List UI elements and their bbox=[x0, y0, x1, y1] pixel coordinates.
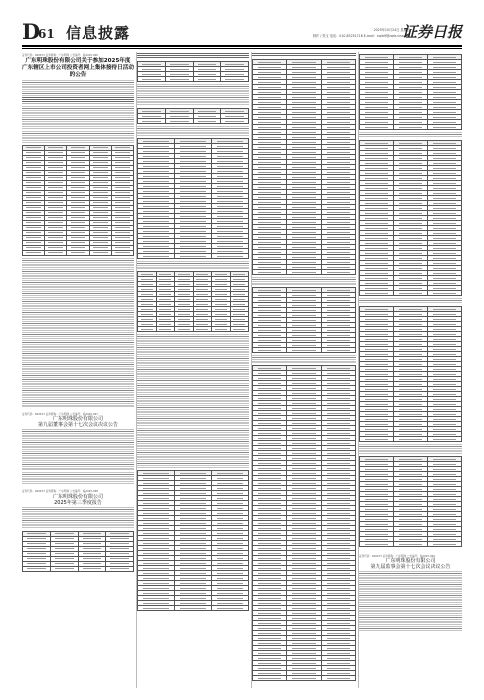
body-text bbox=[137, 428, 249, 468]
announcement-header bbox=[22, 490, 134, 505]
table-cell bbox=[360, 125, 394, 130]
body-text bbox=[22, 429, 134, 471]
table-cell bbox=[212, 606, 249, 611]
announcement-title: 第九届董事会第十七次会议决议公告 bbox=[37, 422, 118, 429]
body-text bbox=[252, 53, 356, 57]
table-cell bbox=[175, 606, 212, 611]
table-row bbox=[253, 270, 356, 275]
table-cell bbox=[138, 77, 166, 82]
announcement-meta: 证券代码：600673 证券简称：广东明珠 公告编号：临2025-099 bbox=[359, 555, 435, 558]
table-cell bbox=[428, 437, 462, 442]
table-row bbox=[138, 606, 249, 611]
body-text bbox=[359, 444, 462, 454]
table-cell bbox=[23, 566, 51, 571]
data-table bbox=[137, 108, 249, 124]
data-table bbox=[137, 61, 249, 82]
table-cell bbox=[428, 291, 462, 296]
financial-table bbox=[22, 145, 134, 256]
table-cell bbox=[165, 119, 193, 124]
masthead-logo: 证券日报 bbox=[401, 23, 462, 41]
table-cell bbox=[428, 125, 462, 130]
company-name: 广东明珠股份有限公司 bbox=[52, 416, 103, 423]
table-cell bbox=[50, 566, 78, 571]
table-cell bbox=[221, 77, 249, 82]
body-text bbox=[22, 106, 134, 130]
header-rule-thin bbox=[22, 48, 462, 49]
body-text bbox=[22, 258, 134, 298]
table-cell bbox=[287, 676, 321, 681]
table-cell bbox=[67, 250, 89, 255]
data-table bbox=[137, 138, 249, 259]
body-text bbox=[22, 131, 134, 143]
table-row bbox=[253, 348, 356, 353]
page-letter: D bbox=[22, 19, 41, 44]
table-cell bbox=[394, 125, 428, 130]
section-title: 信息披露 bbox=[66, 24, 131, 42]
balance-sheet-table bbox=[252, 59, 356, 275]
announcement-header bbox=[22, 413, 134, 428]
column-2 bbox=[137, 52, 249, 688]
data-table bbox=[137, 271, 249, 332]
company-name: 广东明珠股份有限公司 bbox=[52, 493, 103, 500]
table-cell bbox=[23, 250, 45, 255]
body-text bbox=[359, 571, 462, 631]
table-cell bbox=[428, 542, 462, 547]
body-text bbox=[137, 261, 249, 269]
summary-table bbox=[359, 456, 462, 547]
announcement-title: 2025年第三季度报告 bbox=[54, 499, 102, 506]
table-cell bbox=[321, 270, 355, 275]
table-cell bbox=[253, 676, 287, 681]
body-text bbox=[22, 507, 134, 529]
table-cell bbox=[78, 566, 106, 571]
column-divider bbox=[358, 52, 359, 688]
body-text bbox=[22, 377, 134, 407]
body-text bbox=[137, 84, 249, 106]
table-row bbox=[138, 327, 249, 332]
header-rule bbox=[22, 45, 462, 47]
announcement-title: 广东明珠股份有限公司关于参加2025年度 bbox=[25, 58, 131, 65]
table-row bbox=[23, 566, 134, 571]
table-cell bbox=[138, 606, 175, 611]
table-cell bbox=[253, 270, 287, 275]
column-4 bbox=[359, 52, 462, 688]
table-cell bbox=[138, 327, 157, 332]
table-cell bbox=[106, 566, 134, 571]
data-table bbox=[137, 470, 249, 611]
table-cell bbox=[394, 542, 428, 547]
announcement-header bbox=[359, 555, 462, 570]
table-cell bbox=[175, 254, 212, 259]
cash-flow-table bbox=[359, 54, 462, 130]
announcement-title: 第九届监事会第十七次会议决议公告 bbox=[370, 564, 451, 571]
page-number: 61 bbox=[38, 27, 55, 41]
announcement-subtitle: 广东辖区上市公司投资者网上集体接待日活动的公告 bbox=[22, 65, 134, 78]
table-row bbox=[138, 119, 249, 124]
table-cell bbox=[360, 291, 394, 296]
table-cell bbox=[253, 348, 287, 353]
table-row bbox=[253, 676, 356, 681]
table-cell bbox=[287, 270, 321, 275]
balance-sheet-table bbox=[252, 287, 356, 353]
body-text bbox=[137, 126, 249, 136]
announcement-meta: 证券代码：600673 证券简称：广东明珠 公告编号：临2025-098 bbox=[22, 490, 98, 494]
table-cell bbox=[212, 254, 249, 259]
table-cell bbox=[193, 77, 221, 82]
table-cell bbox=[193, 119, 221, 124]
table-cell bbox=[360, 542, 394, 547]
table-cell bbox=[394, 437, 428, 442]
body-text bbox=[252, 355, 356, 363]
table-row bbox=[360, 125, 462, 130]
table-cell bbox=[221, 119, 249, 124]
table-cell bbox=[156, 327, 175, 332]
table-row bbox=[360, 542, 462, 547]
cash-flow-table bbox=[359, 306, 462, 442]
report-table bbox=[22, 531, 134, 572]
table-cell bbox=[175, 327, 194, 332]
body-text bbox=[22, 80, 134, 96]
body-text bbox=[137, 334, 249, 382]
income-statement-table bbox=[252, 365, 356, 681]
column-divider bbox=[251, 52, 252, 688]
table-row bbox=[360, 291, 462, 296]
company-name: 广东明珠股份有限公司 bbox=[385, 558, 436, 565]
table-row bbox=[23, 250, 134, 255]
body-text bbox=[252, 277, 356, 285]
table-cell bbox=[394, 291, 428, 296]
announcement-header bbox=[22, 54, 134, 79]
table-cell bbox=[287, 348, 321, 353]
body-text bbox=[137, 383, 249, 427]
body-text bbox=[22, 472, 134, 484]
body-text bbox=[22, 97, 134, 105]
issue-date: 2025年10月24日 星期五 bbox=[373, 28, 410, 32]
table-cell bbox=[138, 119, 166, 124]
body-text bbox=[22, 340, 134, 376]
table-row bbox=[138, 254, 249, 259]
page-header bbox=[22, 19, 462, 44]
body-text bbox=[137, 53, 249, 59]
announcement-meta: 证券代码：600673 证券简称：广东明珠 公告编号：临2025-096 bbox=[22, 54, 98, 57]
table-cell bbox=[360, 437, 394, 442]
body-text bbox=[359, 132, 462, 138]
table-cell bbox=[165, 77, 193, 82]
body-text bbox=[359, 298, 462, 304]
announcement-meta: 证券代码：600673 证券简称：广东明珠 公告编号：临2025-097 bbox=[22, 412, 98, 416]
table-cell bbox=[45, 250, 67, 255]
table-cell bbox=[321, 676, 355, 681]
column-divider bbox=[136, 52, 137, 688]
cash-flow-table bbox=[359, 140, 462, 296]
table-cell bbox=[212, 327, 231, 332]
column-3 bbox=[252, 52, 356, 688]
table-cell bbox=[89, 250, 111, 255]
editor-contact: 制作 / 张玉 电话：010-83251716 E-mail：zqrb9@zqrb.sina.net bbox=[312, 34, 410, 38]
table-cell bbox=[230, 327, 249, 332]
body-text bbox=[22, 299, 134, 339]
table-cell bbox=[111, 250, 133, 255]
column-1 bbox=[22, 52, 134, 688]
table-cell bbox=[321, 348, 355, 353]
table-row bbox=[360, 437, 462, 442]
table-row bbox=[138, 77, 249, 82]
table-cell bbox=[193, 327, 212, 332]
table-cell bbox=[138, 254, 175, 259]
